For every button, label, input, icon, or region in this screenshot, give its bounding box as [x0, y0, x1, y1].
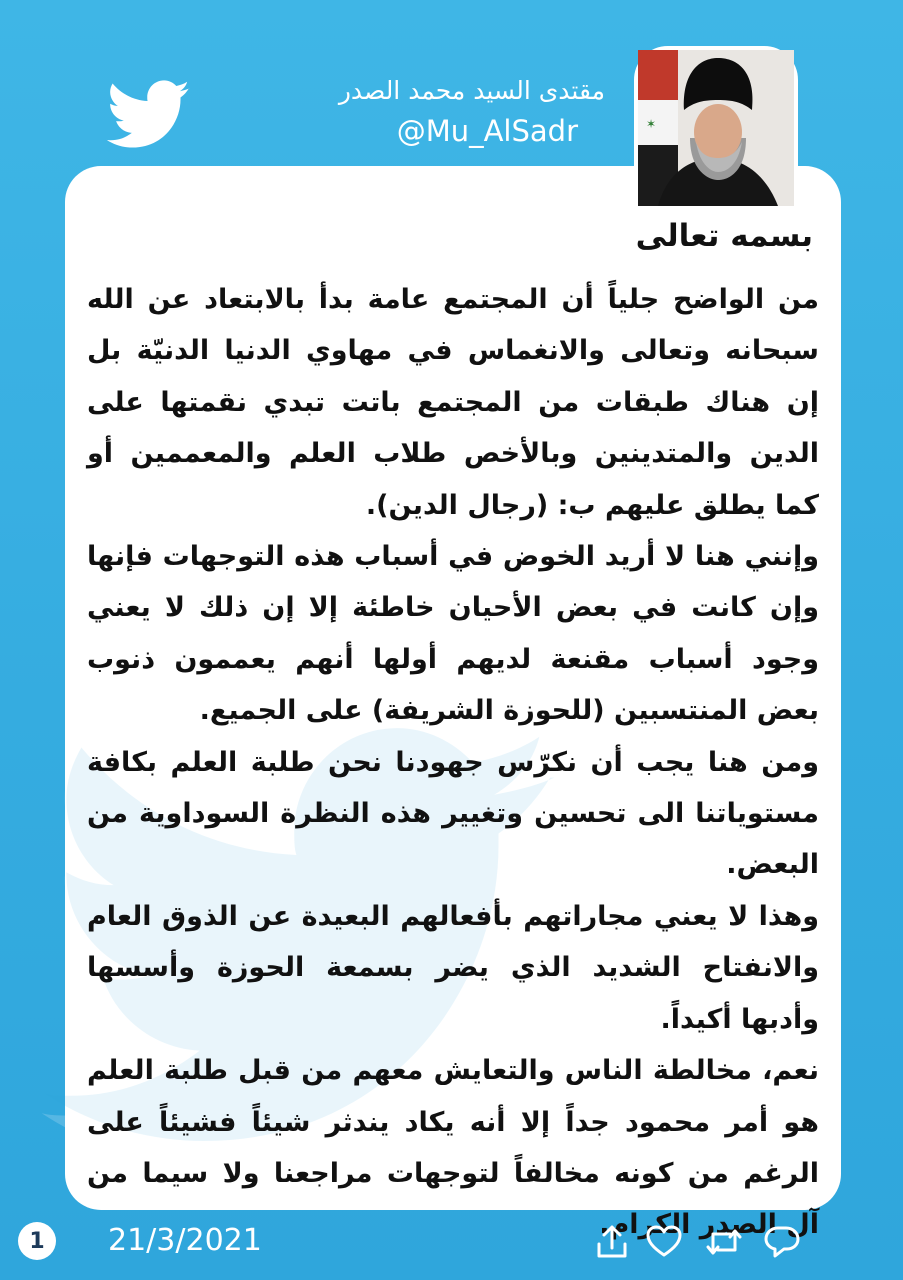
retweet-icon[interactable] [704, 1222, 744, 1262]
account-display-name[interactable]: مقتدى السيد محمد الصدر [338, 76, 605, 105]
twitter-bird-icon [106, 80, 192, 150]
tweet-paragraph: وهذا لا يعني مجاراتهم بأفعالهم البعيدة عن الذوق العام والانفتاح الشديد الذي يضر بسمعة الحوزة وأسسها وأدبها أكيداً. [87, 900, 819, 1035]
reply-icon[interactable] [762, 1222, 802, 1262]
tweet-paragraph: وإنني هنا لا أريد الخوض في أسباب هذه التوجهات فإنها وإن كانت في بعض الأحيان خاطئة إلا إن ذلك لا يعني وجود أسباب مقنعة لديهم أولها أنهم يعممون ذنوب بعض المنتسبين (للحوزة الشريفة) على الجميع. [87, 541, 819, 727]
tweet-date: 21/3/2021 [108, 1223, 262, 1258]
tweet-paragraph: من الواضح جلياً أن المجتمع عامة بدأ بالابتعاد عن الله سبحانه وتعالى والانغماس في مهاوي الدنيا الدنيّة بل إن هناك طبقات من المجتمع باتت تبدي نقمتها على الدين والمتدينين وبالأخص طلاب العلم والمعممين أو كما يطلق عليهم ب: (رجال الدين). [87, 284, 819, 521]
profile-avatar[interactable] [634, 46, 798, 210]
share-icon[interactable] [592, 1222, 632, 1262]
heart-icon[interactable] [644, 1222, 684, 1262]
page-number-badge: 1 [18, 1222, 56, 1260]
account-handle[interactable]: @Mu_AlSadr [396, 114, 578, 148]
tweet-title: بسمه تعالى [635, 218, 813, 254]
tweet-body [87, 274, 819, 1251]
tweet-paragraph: نعم، مخالطة الناس والتعايش معهم من قبل طلبة العلم هو أمر محمود جداً إلا أنه يكاد يندثر شيئاً فشيئاً على الرغم من كونه مخالفاً لتوجهات مراجعنا ولا سيما من آل الصدر الكرام. [87, 1055, 819, 1241]
svg-text:✶: ✶ [646, 117, 657, 131]
tweet-paragraph: ومن هنا يجب أن نكرّس جهودنا نحن طلبة العلم بكافة مستوياتنا الى تحسين وتغيير هذه النظرة السوداوية من البعض. [87, 746, 819, 881]
